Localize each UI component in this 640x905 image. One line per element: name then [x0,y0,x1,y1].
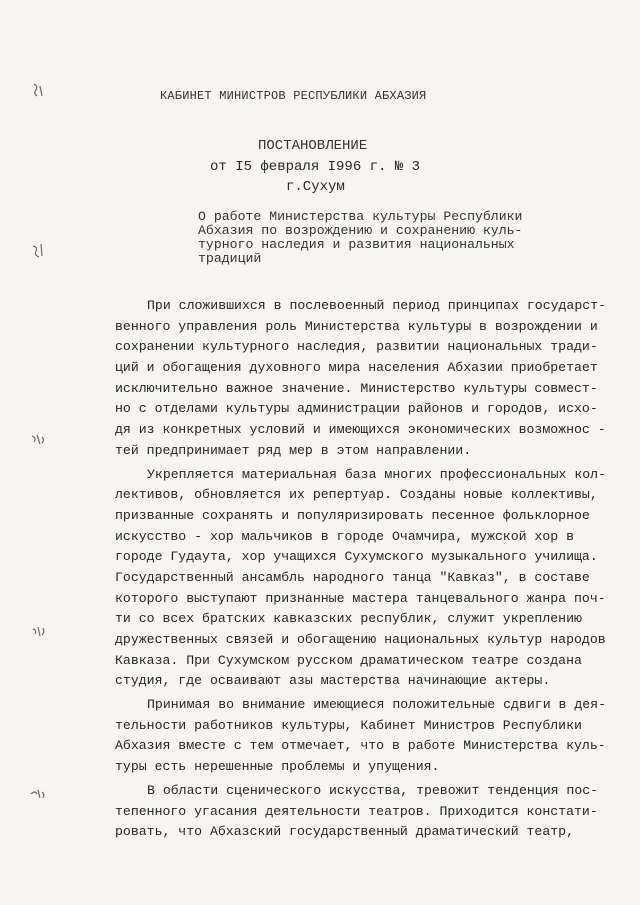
body-line: Абхазия вместе с тем отмечает, что в работе Министерства куль- [115,738,606,754]
body-line: Укрепляется материальная база многих профессиональных кол- [147,466,606,482]
body-line: сохранении культурного наследия, развитии национальных тради- [115,339,598,355]
binding-mark [28,240,50,254]
city: г.Сухум [286,179,345,195]
decree-subject [198,209,523,266]
body-line: искусство - хор мальчиков в городе Очамчира, мужской хор в [115,528,574,544]
binding-mark [28,624,50,638]
body-line: В области сценического искусства, тревожит тенденция пос- [147,782,599,798]
body-line: исключительно важное значение. Министерство культуры совмест- [115,380,598,396]
body-line: тей предпринимает ряд мер в этом направлении. [115,442,472,458]
subject-line: турного наследия и развития национальных [198,237,515,252]
body-line: Государственный ансамбль народного танца "Кавказ", в составе [115,569,590,585]
body-line: Кавказа. При Сухумском русском драматическом театре создана [115,652,582,668]
decree-date: от I5 февраля I996 г. № 3 [210,159,421,175]
body-line: ций и обогащения духовного мира населения Абхазии приобретает [115,360,598,376]
subject-line: традиций [198,251,262,266]
body-line: туры есть нерешенные проблемы и упущения. [115,759,440,775]
subject-line: Абхазия по возрождению и сохранению куль- [198,223,523,238]
binding-mark [28,80,50,94]
body-line: венного управления роль Министерства культуры в возрождении и [115,318,598,334]
body-line: лективов, обновляется их репертуар. Созданы новые коллективы, [115,487,598,503]
organization-title: КАБИНЕТ МИНИСТРОВ РЕСПУБЛИКИ АБХАЗИЯ [160,89,427,103]
body-line: тепенного угасания деятельности театров. Приходится констати- [115,803,598,819]
body-line: тельности работников культуры, Кабинет Министров Республики [115,717,582,733]
document-type: ПОСТАНОВЛЕНИЕ [258,138,368,154]
binding-mark [28,432,50,446]
binding-mark [28,786,50,800]
body-line: которого выступают признанные мастера танцевального жанра поч- [115,590,606,606]
body-line: ровать, что Абхазский государственный драматический театр, [115,824,574,840]
body-line: дружественных связей и обогащению национальных культур народов [115,632,606,647]
body-line: дя из конкретных условий и имеющихся экономических возможнос - [115,422,606,438]
body-line: студия, где осваивают азы мастерства начинающие актеры. [115,673,551,689]
document-body [115,296,605,843]
body-line: но с отделами культуры администрации районов и городов, исхо- [115,401,598,417]
subject-line: О работе Министерства культуры Республики [198,209,523,224]
body-line: При сложившихся в послевоенный период принципах государст- [147,298,606,313]
body-line: Принимая во внимание имеющиеся положительные сдвиги в дея- [147,697,606,713]
body-line: городе Гудаута, хор учащихся Сухумского музыкального училища. [115,549,598,565]
body-line: ти со всех братских кавказских республик, служит укреплению [115,611,582,627]
body-line: призванные сохранять и популяризировать песенное фольклорное [115,507,590,523]
